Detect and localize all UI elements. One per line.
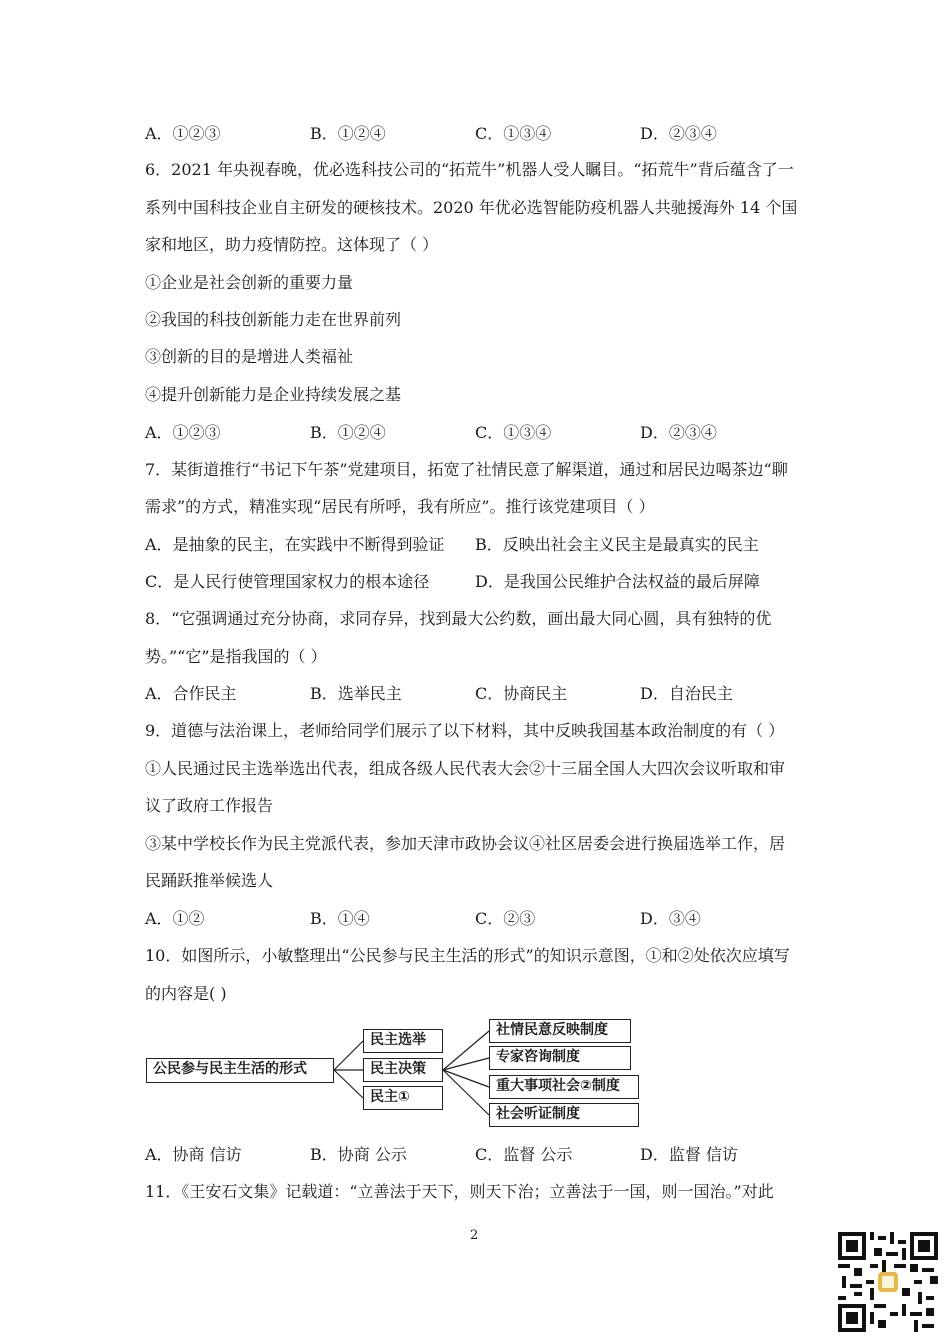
q10-option-c: C．监督 公示 (475, 1145, 573, 1164)
q8-option-b: B．选举民主 (310, 684, 402, 703)
diagram-leaf-box: 专家咨询制度 (489, 1046, 631, 1070)
q8-option-c: C．协商民主 (475, 684, 568, 703)
q6-item: ③创新的目的是增进人类福祉 (145, 347, 354, 366)
q10-option-b: B．协商 公示 (310, 1145, 407, 1164)
diagram-leaf-box: 社会听证制度 (489, 1103, 639, 1127)
q7-option-a: A．是抽象的民主，在实践中不断得到验证 (145, 535, 445, 554)
q9-option-d: D．③④ (640, 909, 701, 928)
q9-stem-line: 9．道德与法治课上，老师给同学们展示了以下材料，其中反映我国基本政治制度的有（ ） (145, 721, 785, 740)
q6-stem-line: 6．2021 年央视春晚，优必选科技公司的“拓荒牛”机器人受人瞩目。“拓荒牛”背后蕴含了一 (145, 160, 794, 179)
q9-stem-line: ③某中学校长作为民主党派代表，参加天津市政协会议④社区居委会进行换届选举工作，居 (145, 834, 786, 853)
q6-option-d: D．②③④ (640, 423, 717, 442)
q5-option-d: D．②③④ (640, 124, 717, 143)
q6-option-b: B．①②④ (310, 423, 386, 442)
q6-item: ④提升创新能力是企业持续发展之基 (145, 385, 402, 404)
q6-item: ①企业是社会创新的重要力量 (145, 273, 354, 292)
q7-option-b: B．反映出社会主义民主是最真实的民主 (475, 535, 759, 554)
q9-stem-line: ①人民通过民主选举选出代表，组成各级人民代表大会②十三届全国人大四次会议听取和审 (145, 759, 786, 778)
q9-option-a: A．①② (145, 909, 205, 928)
q5-option-b: B．①②④ (310, 124, 386, 143)
q11-stem-line: 11．《王安石文集》记载道：“立善法于天下，则天下治；立善法于一国，则一国治。”对此 (145, 1182, 774, 1201)
qr-code-icon (838, 1232, 938, 1332)
q8-option-d: D．自治民主 (640, 684, 733, 703)
diagram-node-blank1: 民主① (363, 1086, 443, 1110)
q10-stem-line: 10．如图所示，小敏整理出“公民参与民主生活的形式”的知识示意图，①和②处依次应填写 (145, 946, 790, 965)
diagram-leaf-box: 重大事项社会②制度 (489, 1075, 639, 1099)
q7-stem-line: 7．某街道推行“书记下午茶”党建项目，拓宽了社情民意了解渠道，通过和居民边喝茶边“聊 (145, 460, 788, 479)
q5-option-c: C．①③④ (475, 124, 552, 143)
q8-stem-line: 势。”“它”是指我国的（ ） (145, 647, 327, 666)
q6-stem-line: 家和地区，助力疫情防控。这体现了（ ） (145, 235, 439, 254)
q10-option-d: D．监督 信访 (640, 1145, 738, 1164)
diagram-node-election: 民主选举 (363, 1029, 443, 1053)
q8-stem-line: 8．“它强调通过充分协商，求同存异，找到最大公约数，画出最大同心圆，具有独特的优 (145, 609, 772, 628)
q9-option-b: B．①④ (310, 909, 370, 928)
diagram-node-decision: 民主决策 (363, 1058, 443, 1082)
q7-option-d: D．是我国公民维护合法权益的最后屏障 (475, 572, 760, 591)
q7-option-c: C．是人民行使管理国家权力的根本途径 (145, 572, 430, 591)
q9-stem-line: 民踊跃推举候选人 (145, 871, 274, 890)
q6-stem-line: 系列中国科技企业自主研发的硬核技术。2020 年优必选智能防疫机器人共驰援海外 14 个国 (145, 198, 798, 217)
diagram-root-box: 公民参与民主生活的形式 (146, 1058, 334, 1083)
q6-option-a: A．①②③ (145, 423, 221, 442)
q5-option-a: A．①②③ (145, 124, 221, 143)
diagram-leaf-box: 社情民意反映制度 (489, 1019, 631, 1043)
q9-option-c: C．②③ (475, 909, 536, 928)
q6-option-c: C．①③④ (475, 423, 552, 442)
page-number: 2 (470, 1228, 479, 1243)
q10-option-a: A．协商 信访 (145, 1145, 242, 1164)
q7-stem-line: 需求”的方式，精准实现“居民有所呼，我有所应”。推行该党建项目（ ） (145, 497, 655, 516)
q9-stem-line: 议了政府工作报告 (145, 796, 274, 815)
q10-stem-line: 的内容是( ) (145, 984, 227, 1003)
q8-option-a: A．合作民主 (145, 684, 237, 703)
q6-item: ②我国的科技创新能力走在世界前列 (145, 310, 402, 329)
